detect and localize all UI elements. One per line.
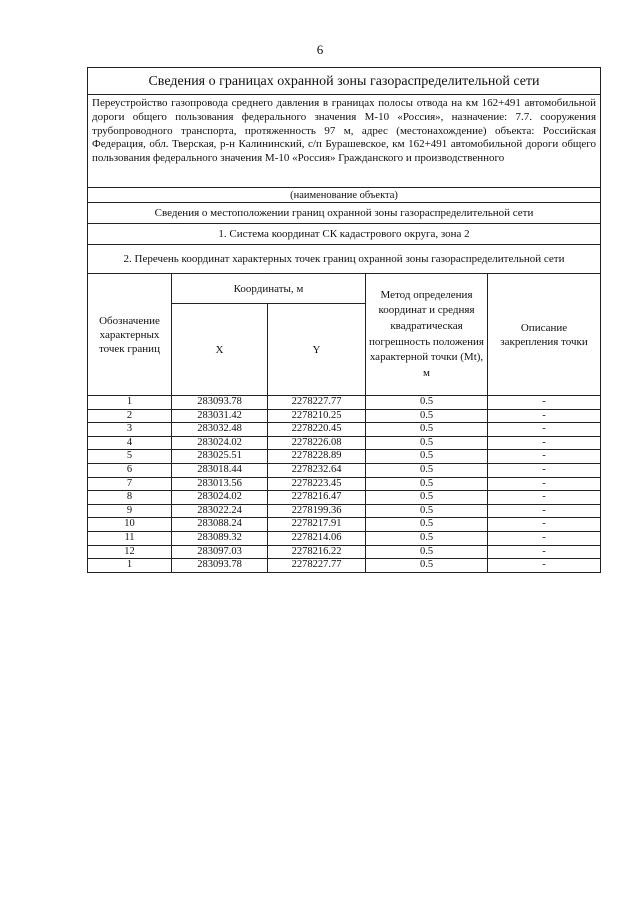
accuracy-cell: 0.5 — [366, 396, 488, 410]
point-number-cell: 2 — [88, 409, 172, 423]
x-coordinate-cell: 283031.42 — [172, 409, 268, 423]
fixing-cell: - — [488, 504, 601, 518]
x-coordinate-cell: 283024.02 — [172, 491, 268, 505]
table-row — [88, 491, 601, 505]
accuracy-cell: 0.5 — [366, 477, 488, 491]
accuracy-cell: 0.5 — [366, 559, 488, 573]
y-coordinate-cell: 2278217.91 — [268, 518, 366, 532]
x-coordinate-cell: 283088.24 — [172, 518, 268, 532]
table-row — [88, 559, 601, 573]
table-row — [88, 504, 601, 518]
table-row — [88, 436, 601, 450]
fixing-cell: - — [488, 396, 601, 410]
point-number-cell: 1 — [88, 559, 172, 573]
point-number-cell: 5 — [88, 450, 172, 464]
point-number-cell: 9 — [88, 504, 172, 518]
y-coordinate-cell: 2278216.22 — [268, 545, 366, 559]
x-coordinate-cell: 283022.24 — [172, 504, 268, 518]
point-number-cell: 7 — [88, 477, 172, 491]
header-y: Y — [268, 304, 366, 396]
accuracy-cell: 0.5 — [366, 504, 488, 518]
coordinate-system: 1. Система координат СК кадастрового округа, зона 2 — [88, 224, 601, 245]
header-coordinates: Координаты, м — [172, 274, 366, 304]
table-row — [88, 463, 601, 477]
fixing-cell: - — [488, 463, 601, 477]
fixing-cell: - — [488, 491, 601, 505]
x-coordinate-cell: 283018.44 — [172, 463, 268, 477]
x-coordinate-cell: 283024.02 — [172, 436, 268, 450]
accuracy-cell: 0.5 — [366, 545, 488, 559]
table-row — [88, 450, 601, 464]
fixing-cell: - — [488, 559, 601, 573]
accuracy-cell: 0.5 — [366, 450, 488, 464]
y-coordinate-cell: 2278227.77 — [268, 396, 366, 410]
table-row — [88, 518, 601, 532]
x-coordinate-cell: 283025.51 — [172, 450, 268, 464]
y-coordinate-cell: 2278228.89 — [268, 450, 366, 464]
y-coordinate-cell: 2278226.08 — [268, 436, 366, 450]
accuracy-cell: 0.5 — [366, 463, 488, 477]
object-caption: (наименование объекта) — [88, 188, 601, 203]
y-coordinate-cell: 2278199.36 — [268, 504, 366, 518]
x-coordinate-cell: 283089.32 — [172, 531, 268, 545]
header-fixing: Описание закрепления точки — [488, 274, 601, 396]
x-coordinate-cell: 283013.56 — [172, 477, 268, 491]
fixing-cell: - — [488, 423, 601, 437]
points-heading: 2. Перечень координат характерных точек границ охранной зоны газораспределительной сети — [88, 245, 601, 274]
point-number-cell: 8 — [88, 491, 172, 505]
fixing-cell: - — [488, 409, 601, 423]
point-number-cell: 1 — [88, 396, 172, 410]
page-number: 6 — [316, 42, 324, 57]
header-method: Метод определения координат и средняя квадратическая погрешность положения характерной точки (Mt), м — [366, 274, 488, 396]
accuracy-cell: 0.5 — [366, 531, 488, 545]
table-row — [88, 409, 601, 423]
y-coordinate-cell: 2278216.47 — [268, 491, 366, 505]
location-heading: Сведения о местоположении границ охранной зоны газораспределительной сети — [88, 203, 601, 224]
y-coordinate-cell: 2278227.77 — [268, 559, 366, 573]
fixing-cell: - — [488, 518, 601, 532]
fixing-cell: - — [488, 531, 601, 545]
y-coordinate-cell: 2278223.45 — [268, 477, 366, 491]
fixing-cell: - — [488, 436, 601, 450]
header-x: X — [172, 304, 268, 396]
point-number-cell: 6 — [88, 463, 172, 477]
document-title: Сведения о границах охранной зоны газораспределительной сети — [88, 68, 601, 95]
accuracy-cell: 0.5 — [366, 423, 488, 437]
point-number-cell: 3 — [88, 423, 172, 437]
fixing-cell: - — [488, 545, 601, 559]
table-row — [88, 545, 601, 559]
table-row — [88, 396, 601, 410]
x-coordinate-cell: 283032.48 — [172, 423, 268, 437]
table-row — [88, 531, 601, 545]
table-row — [88, 477, 601, 491]
y-coordinate-cell: 2278232.64 — [268, 463, 366, 477]
x-coordinate-cell: 283097.03 — [172, 545, 268, 559]
accuracy-cell: 0.5 — [366, 518, 488, 532]
point-number-cell: 11 — [88, 531, 172, 545]
header-point-designation: Обозначение характерных точек границ — [88, 274, 172, 396]
fixing-cell: - — [488, 450, 601, 464]
boundary-table — [87, 67, 601, 573]
accuracy-cell: 0.5 — [366, 491, 488, 505]
point-number-cell: 10 — [88, 518, 172, 532]
point-number-cell: 12 — [88, 545, 172, 559]
accuracy-cell: 0.5 — [366, 409, 488, 423]
y-coordinate-cell: 2278214.06 — [268, 531, 366, 545]
y-coordinate-cell: 2278210.25 — [268, 409, 366, 423]
table-row — [88, 423, 601, 437]
accuracy-cell: 0.5 — [366, 436, 488, 450]
point-number-cell: 4 — [88, 436, 172, 450]
fixing-cell: - — [488, 477, 601, 491]
object-description: Переустройство газопровода среднего давления в границах полосы отвода на км 162+491 автомобильной дороги общего пользования федерального значения М-10 «Россия», назначение: 7.7. сооружения трубопроводного транспорта, протяженность 97 м, адрес (местонахождение) объекта: Российская Федерация, обл. Тверская, р-н Калининский, с/п Бурашевское, км 162+491 автомобильной дороги общего пользования федерального значения М-10 «Россия» Гражданского и производственного — [88, 95, 601, 188]
y-coordinate-cell: 2278220.45 — [268, 423, 366, 437]
x-coordinate-cell: 283093.78 — [172, 396, 268, 410]
x-coordinate-cell: 283093.78 — [172, 559, 268, 573]
